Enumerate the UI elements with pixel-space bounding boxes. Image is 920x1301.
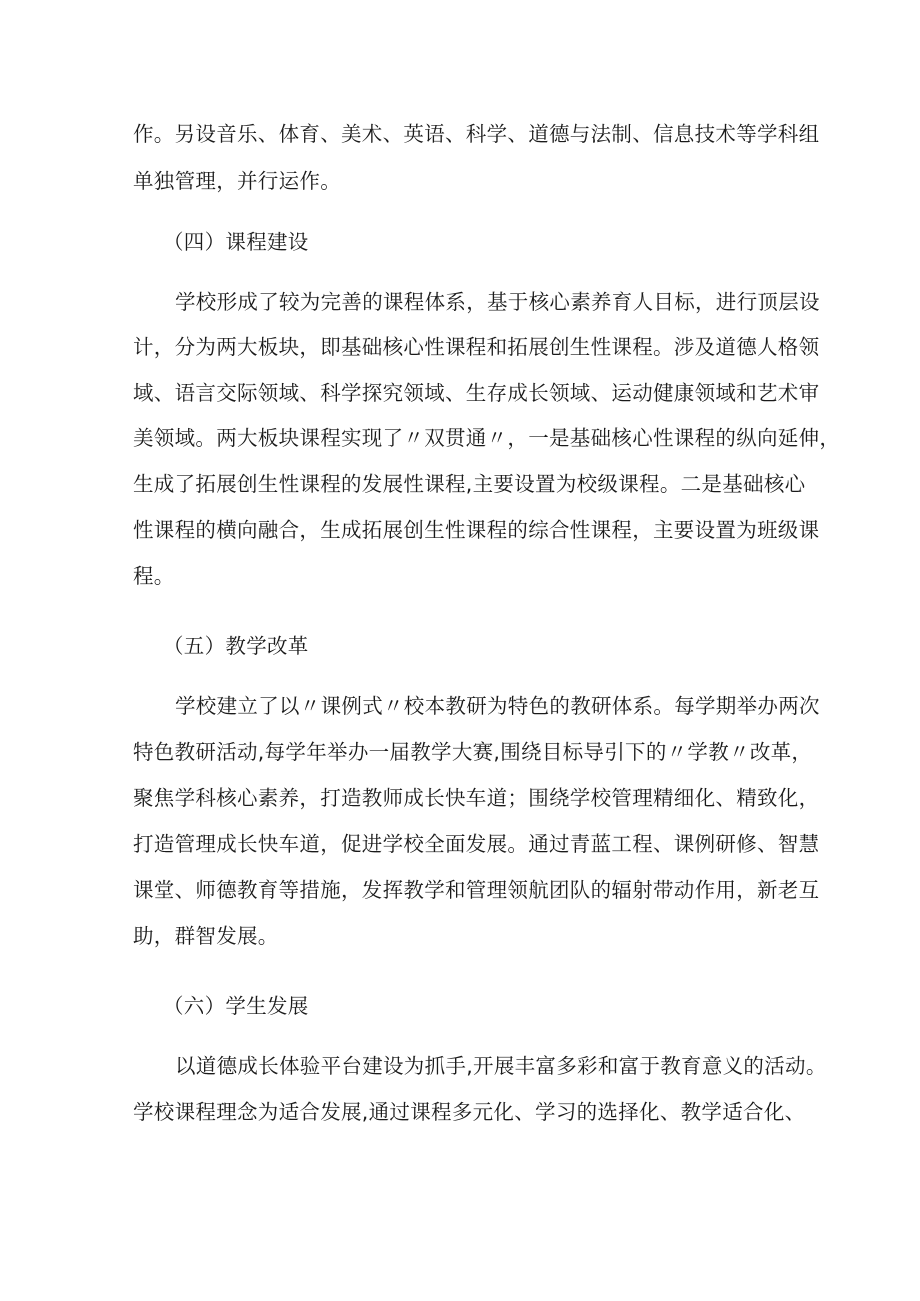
text-line: 聚焦学科核心素养，打造教师成长快车道；围绕学校管理精细化、精致化， xyxy=(133,786,820,810)
text-line: 助，群智发展。 xyxy=(133,924,279,948)
text-line: 性课程的横向融合，生成拓展创生性课程的综合性课程，主要设置为班级课 xyxy=(133,518,820,542)
text-line: 计，分为两大板块，即基础核心性课程和拓展创生性课程。涉及道德人格领 xyxy=(133,335,820,359)
section-heading-student-development: （六）学生发展 xyxy=(163,994,309,1018)
text-line: 打造管理成长快车道，促进学校全面发展。通过青蓝工程、课例研修、智慧 xyxy=(133,832,820,856)
text-line: 程。 xyxy=(133,564,175,588)
text-line: 美领域。两大板块课程实现了〃双贯通〃，一是基础核心性课程的纵向延伸， xyxy=(133,426,841,450)
section-heading-teaching-reform: （五）教学改革 xyxy=(163,634,309,658)
text-line: 特色教研活动,每学年举办一届教学大赛,围绕目标导引下的〃学教〃改革， xyxy=(133,740,813,764)
text-line: 生成了拓展创生性课程的发展性课程,主要设置为校级课程。二是基础核心 xyxy=(133,472,806,496)
text-line: 学校建立了以〃课例式〃校本教研为特色的教研体系。每学期举办两次 xyxy=(175,694,820,718)
text-line: 学校形成了较为完善的课程体系，基于核心素养育人目标，进行顶层设 xyxy=(175,290,820,314)
text-line: 以道德成长体验平台建设为抓手,开展丰富多彩和富于教育意义的活动。 xyxy=(175,1054,827,1078)
text-line: 域、语言交际领域、科学探究领域、生存成长领域、运动健康领域和艺术审 xyxy=(133,381,820,405)
text-line: 课堂、师德教育等措施，发挥教学和管理领航团队的辐射带动作用，新老互 xyxy=(133,878,820,902)
text-line: 作。另设音乐、体育、美术、英语、科学、道德与法制、信息技术等学科组 xyxy=(133,122,820,146)
text-line: 单独管理，并行运作。 xyxy=(133,169,341,193)
section-heading-curriculum: （四）课程建设 xyxy=(163,230,309,254)
text-line: 学校课程理念为适合发展,通过课程多元化、学习的选择化、教学适合化、 xyxy=(133,1100,806,1124)
